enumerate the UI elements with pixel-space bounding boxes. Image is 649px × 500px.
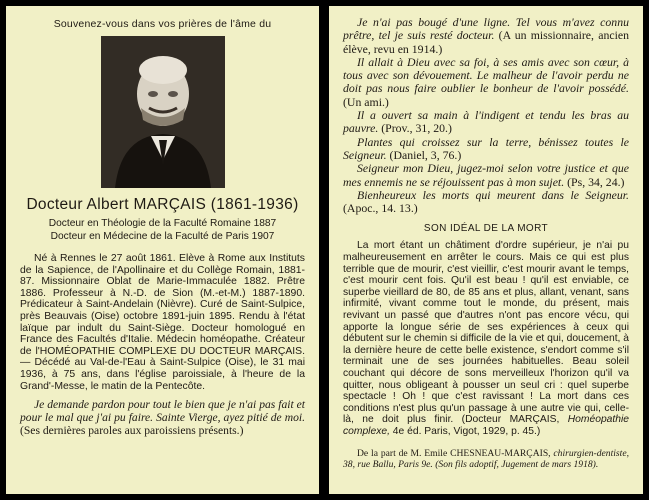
quote-1-source: (A un missionnaire, ancien élève, revu en 1914.) <box>343 28 629 56</box>
quote-3 <box>343 109 629 136</box>
person-name: Docteur Albert MARÇAIS (1861-1936) <box>26 196 299 213</box>
degree-medicine: Docteur en Médecine de la Faculté de Paris 1907 <box>50 231 275 242</box>
essay-citation: 4e éd. Paris, Vigot, 1929, p. 45.) <box>389 425 541 437</box>
sender-name: De la part de M. Emile CHESNEAU-MARÇAIS, <box>357 447 554 459</box>
portrait-photo <box>101 36 225 188</box>
quote-1-text: Je n'ai pas bougé d'une ligne. Tel vous m'avez connu prêtre, tel je suis resté docteur. <box>343 15 629 43</box>
left-card <box>6 6 319 494</box>
last-words <box>20 398 305 437</box>
sender-note <box>343 448 629 470</box>
quote-4-text: Plantes qui croissez sur la terre, bénissez toutes le Seigneur. <box>343 134 629 162</box>
quote-6-text: Bienheureux les morts qui meurent dans le Seigneur. <box>357 187 629 202</box>
quote-3-source: (Prov., 31, 20.) <box>378 121 452 136</box>
quote-5 <box>343 162 629 189</box>
last-words-quote: Je demande pardon pour tout le bien que je n'ai pas fait et pour le mal que j'ai pu faire. Sainte Vierge, ayez pitié de moi. <box>20 398 305 425</box>
essay-text: La mort étant un châtiment d'ordre supérieur, je n'ai pu malheureusement en arrêter le cours. Mais ce qui est plus terrible que de mourir, c'est vieillir, c'est mourir avant le temps, c'est mourir cent fois. Qu'il est beau ! qu'il est enviable, ce superbe vieillard de 80, de 85 ans et plus, allant, venant, sans infirmité, vivant comme tout le monde, du présent, mais revivant un passé que d'autres n'ont pas encore vécu, qui apporte la longue série de ses expériences à ceux qui débutent sur le chemin si difficile de la vie et qui, doucement, à la dernière heure de cette belle existence, s'endort comme s'il terminait une de ses journées habituelles. Beau soleil couchant qui décore de sons merveilleux l'horizon qu'il va quitter, nous obligeant à pousser un seul cri : quel superbe spectacle ! Oh ! que c'est ravissant ! La mort dans ces conditions n'est plus qu'un passage à une autre vie qui, celle-là, ne doit plus finir. (Docteur MARÇAIS, <box>343 240 630 426</box>
quote-5-source: (Ps, 34, 24.) <box>564 174 625 189</box>
quote-2-source: (Un ami.) <box>343 94 389 109</box>
right-card <box>329 6 643 494</box>
biography: Né à Rennes le 27 août 1861. Elève à Rome aux Instituts de la Sapience, de l'Apollinaire et du Collège Romain, 1881-87. Missionnaire Oblat de Marie-Immaculée 1882. Prêtre 1886. Professeur à N.-D. de Sion (M.-et-M.) 1887-1890. Prédicateur à Saint-Andelain (Nièvre). Curé de Saint-Sulpice, près Beauvais (Oise) octobre 1891-juin 1895. Rendu à l'état laïque par indult du Saint-Siège. Docteur homologué en France des Facultés d'Italie. Médecin homéopathe. Créateur de l'HOMÉOPATHIE COMPLEXE DU DOCTEUR MARÇAIS. — Décédé au Val-de-l'Eau à Saint-Sulpice (Oise), le 31 mai 1936, à 75 ans, dans l'église paroissiale, à l'heure de la Grand'-Messe, le matin de la Pentecôte. <box>20 253 305 392</box>
quote-4 <box>343 136 629 163</box>
card-header: Souvenez-vous dans vos prières de l'âme du <box>53 18 272 30</box>
quote-2 <box>343 56 629 109</box>
degree-theology: Docteur en Théologie de la Faculté Romaine 1887 <box>48 218 277 229</box>
quote-5-text: Seigneur mon Dieu, jugez-moi selon votre justice et que mes ennemis ne se réjouissent pas à mon sujet. <box>343 161 629 189</box>
sender-details: chirurgien-dentiste, 38, rue Ballu, Paris 9e. (Son fils adoptif, Jugement de mars 1918). <box>343 447 629 470</box>
quote-1 <box>343 16 629 56</box>
death-essay <box>343 240 629 437</box>
quote-3-text: Il a ouvert sa main à l'indigent et tendu les bras au pauvre. <box>343 108 629 136</box>
quote-2-text: Il allait à Dieu avec sa foi, à ses amis avec son cœur, à tous avec son dévouement. Le malheur de l'avoir perdu ne doit pas nous faire oublier le bonheur de l'avoir possédé. <box>343 54 629 96</box>
last-words-note: (Ses dernières paroles aux paroissiens présents.) <box>20 424 244 438</box>
quote-6 <box>343 189 629 216</box>
quote-4-source: (Daniel, 3, 76.) <box>386 147 462 162</box>
quote-6-source: (Apoc., 14. 13.) <box>343 201 418 216</box>
section-title: SON IDÉAL DE LA MORT <box>423 223 549 235</box>
essay-book-title: Homéopathie complexe, <box>343 414 629 437</box>
